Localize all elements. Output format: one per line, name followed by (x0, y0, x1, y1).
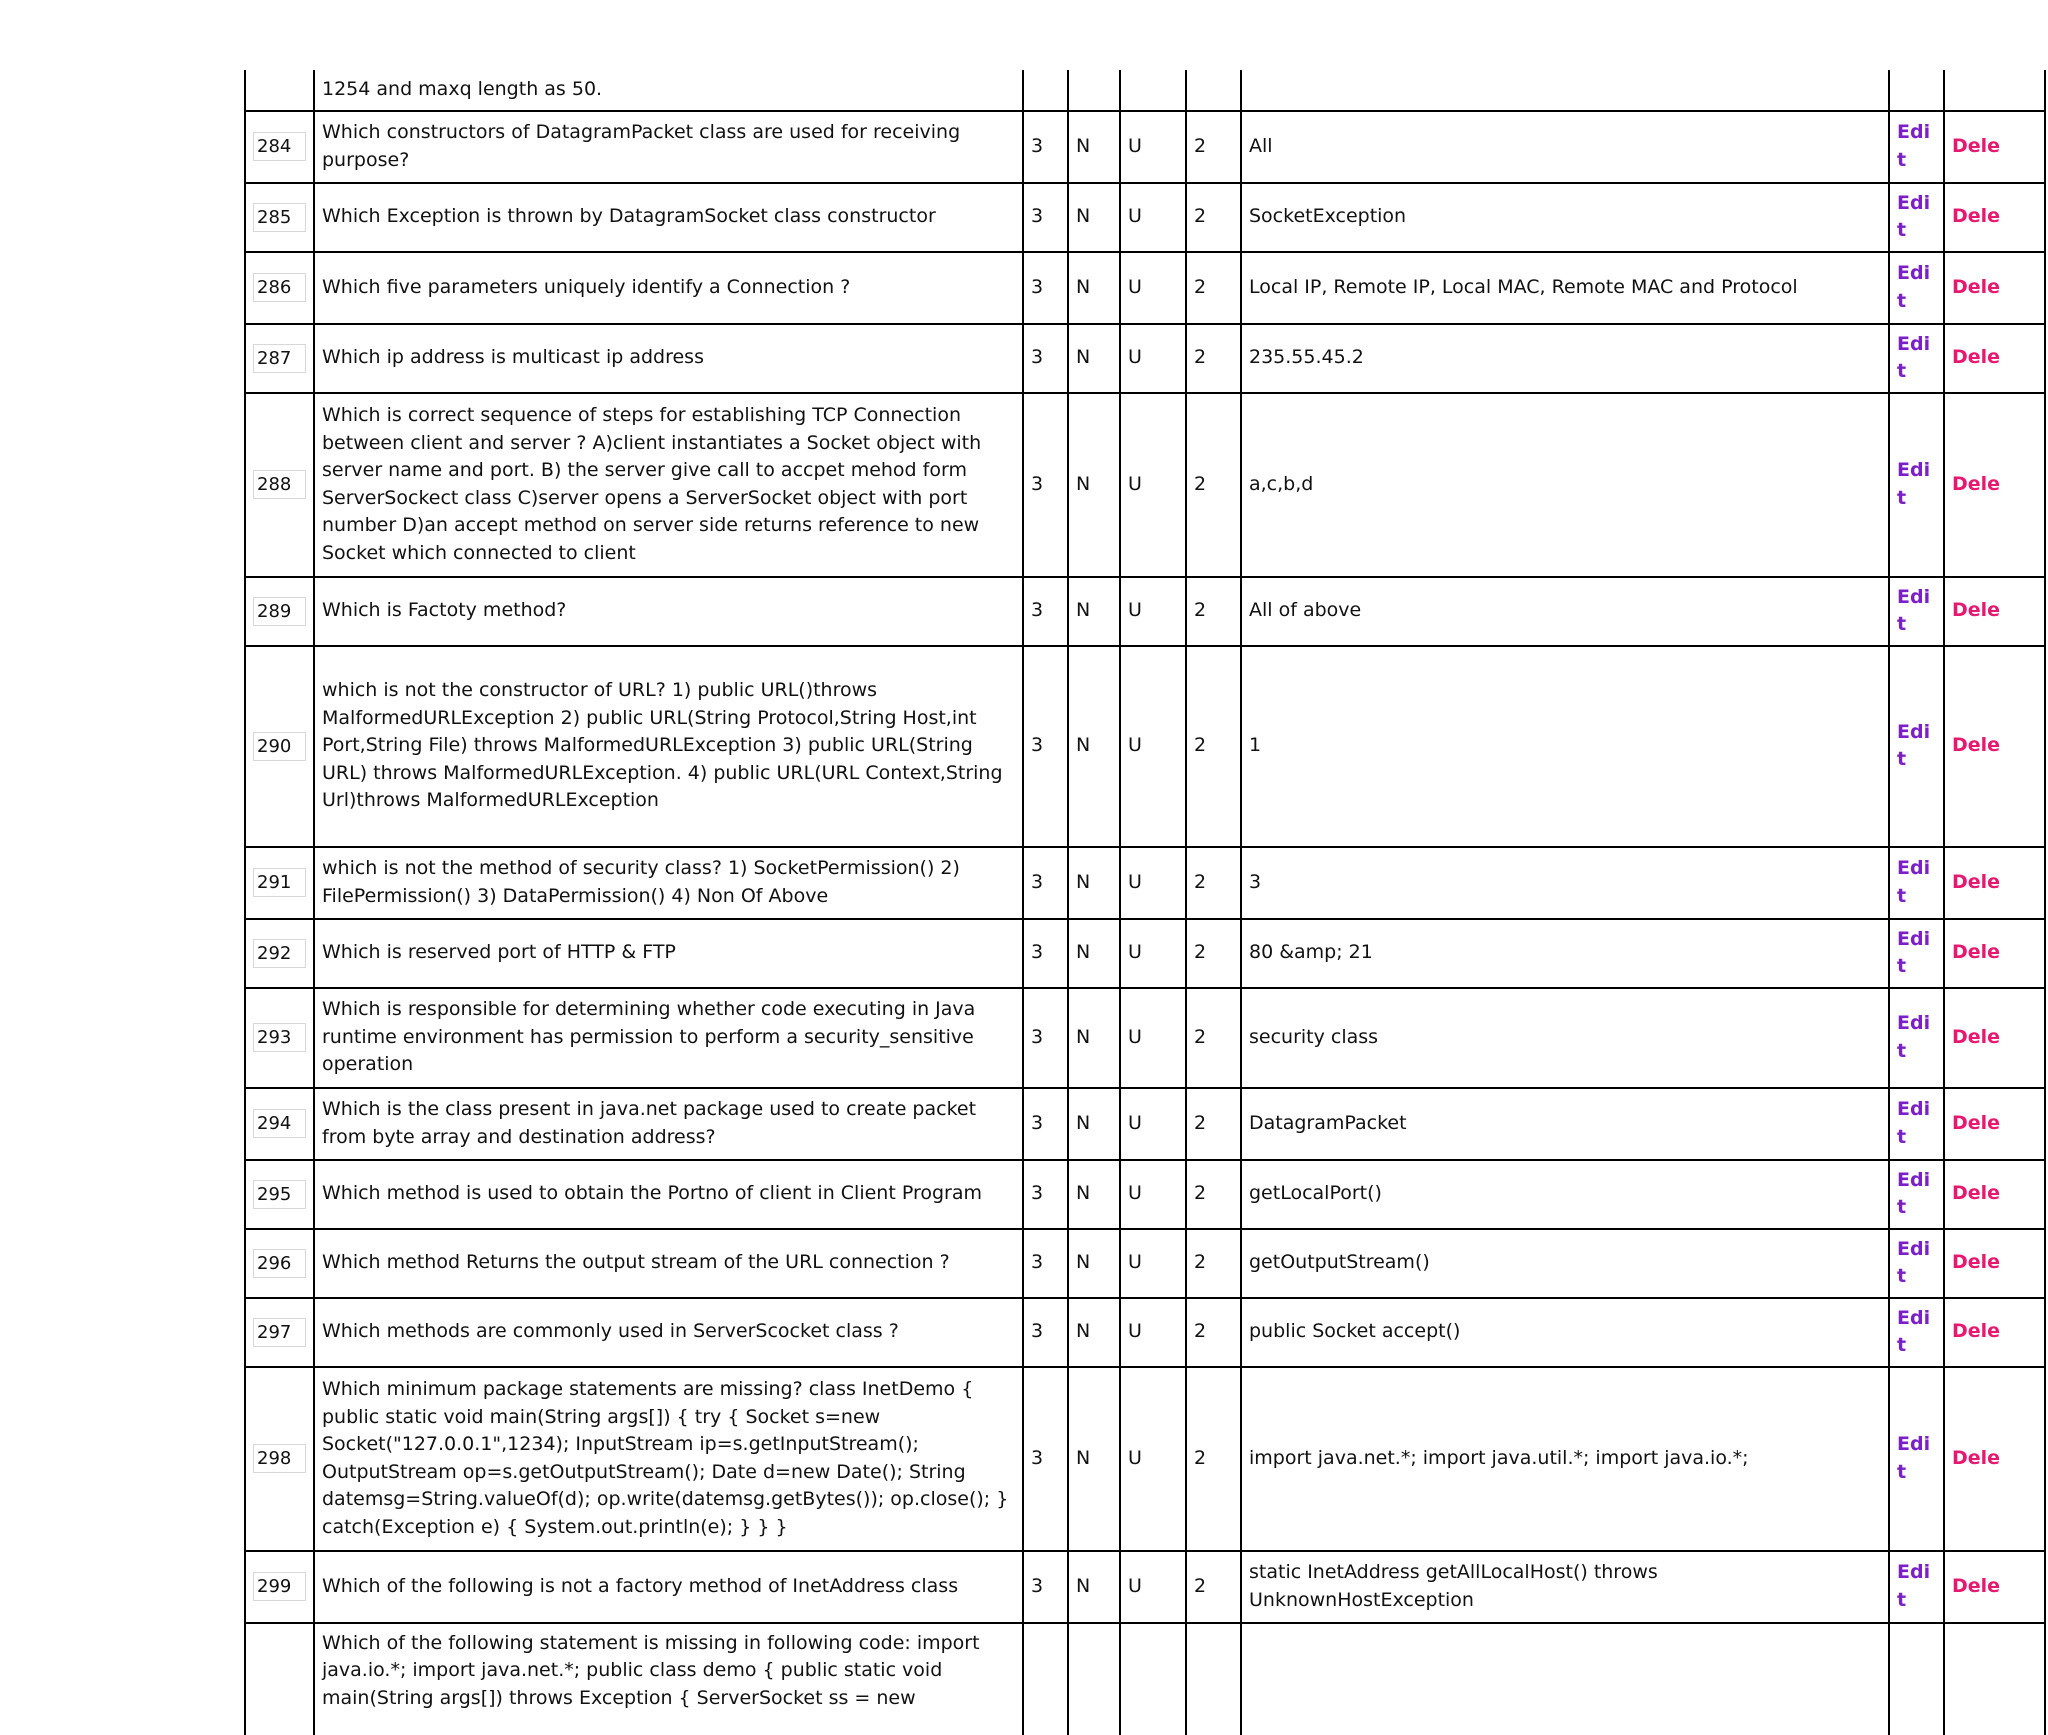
delete-link[interactable]: Dele (1944, 252, 2045, 324)
marks-value: 3 (1023, 1298, 1068, 1367)
table-row (245, 1088, 2045, 1160)
delete-link[interactable]: Dele (1944, 1229, 2045, 1298)
edit-link[interactable]: Edit (1889, 919, 1944, 988)
delete-link[interactable]: Dele (1944, 183, 2045, 252)
answer-text: 235.55.45.2 (1241, 324, 1889, 393)
question-number-box: 289 (253, 597, 306, 626)
question-text: Which is reserved port of HTTP & FTP (314, 919, 1023, 988)
question-number (245, 1088, 314, 1160)
question-number-box: 291 (253, 868, 306, 897)
question-number (245, 1298, 314, 1367)
question-number-box: 292 (253, 939, 306, 968)
edit-link[interactable]: Edit (1889, 1088, 1944, 1160)
level-value (1186, 1623, 1241, 1735)
table-row (245, 252, 2045, 324)
question-number (245, 183, 314, 252)
question-number (245, 1229, 314, 1298)
question-text: which is not the method of security class? 1) SocketPermission() 2) FilePermission() 3) DataPermission() 4) Non Of Above (314, 847, 1023, 919)
unit-value: U (1120, 1088, 1186, 1160)
level-value: 2 (1186, 1229, 1241, 1298)
answer-text: import java.net.*; import java.util.*; import java.io.*; (1241, 1367, 1889, 1551)
level-value: 2 (1186, 324, 1241, 393)
question-text: Which of the following is not a factory method of InetAddress class (314, 1551, 1023, 1623)
question-number-box: 299 (253, 1572, 306, 1601)
question-number (245, 646, 314, 847)
marks-value: 3 (1023, 252, 1068, 324)
unit-value: U (1120, 577, 1186, 646)
unit-value: U (1120, 324, 1186, 393)
level-value: 2 (1186, 183, 1241, 252)
table-row (245, 988, 2045, 1088)
question-text: Which methods are commonly used in ServerScocket class ? (314, 1298, 1023, 1367)
unit-value: U (1120, 1229, 1186, 1298)
question-number (245, 111, 314, 183)
answer-text: All of above (1241, 577, 1889, 646)
edit-link[interactable]: Edit (1889, 111, 1944, 183)
flag-value (1068, 1623, 1120, 1735)
marks-value (1023, 1623, 1068, 1735)
unit-value (1120, 1623, 1186, 1735)
question-number (245, 847, 314, 919)
answer-text (1241, 1623, 1889, 1735)
delete-link[interactable]: Dele (1944, 1551, 2045, 1623)
flag-value: N (1068, 919, 1120, 988)
question-number-box: 287 (253, 344, 306, 373)
flag-value: N (1068, 988, 1120, 1088)
answer-text: a,c,b,d (1241, 393, 1889, 577)
question-number (245, 988, 314, 1088)
table-row (245, 1623, 2045, 1735)
question-table (244, 70, 2046, 1735)
level-value: 2 (1186, 577, 1241, 646)
table-row (245, 1298, 2045, 1367)
unit-value: U (1120, 111, 1186, 183)
marks-value: 3 (1023, 988, 1068, 1088)
question-text: Which is correct sequence of steps for establishing TCP Connection between client and server ? A)client instantiates a Socket object with server name and port. B) the server give call to accpet mehod form ServerSockect class C)server opens a ServerSocket object with port number D)an accept method on server side returns reference to new Socket which connected to client (314, 393, 1023, 577)
question-text: Which is responsible for determining whether code executing in Java runtime environment has permission to perform a security_sensitive operation (314, 988, 1023, 1088)
unit-value: U (1120, 1298, 1186, 1367)
question-number (245, 324, 314, 393)
question-number (245, 70, 314, 111)
answer-text: public Socket accept() (1241, 1298, 1889, 1367)
marks-value: 3 (1023, 1367, 1068, 1551)
delete-link[interactable] (1944, 70, 2045, 111)
answer-text: security class (1241, 988, 1889, 1088)
delete-link[interactable]: Dele (1944, 919, 2045, 988)
level-value: 2 (1186, 1551, 1241, 1623)
flag-value: N (1068, 1298, 1120, 1367)
question-number-box: 290 (253, 732, 306, 761)
marks-value: 3 (1023, 1088, 1068, 1160)
unit-value: U (1120, 1160, 1186, 1229)
marks-value: 3 (1023, 324, 1068, 393)
question-text: which is not the constructor of URL? 1) public URL()throws MalformedURLException 2) public URL(String Protocol,String Host,int Port,String File) throws MalformedURLException 3) public URL(String URL) throws MalformedURLException. 4) public URL(URL Context,String Url)throws MalformedURLException (314, 646, 1023, 847)
edit-link[interactable]: Edit (1889, 847, 1944, 919)
question-text: Which method is used to obtain the Portno of client in Client Program (314, 1160, 1023, 1229)
unit-value: U (1120, 988, 1186, 1088)
delete-link[interactable]: Dele (1944, 1160, 2045, 1229)
delete-link[interactable]: Dele (1944, 1088, 2045, 1160)
flag-value (1068, 70, 1120, 111)
table-row (245, 847, 2045, 919)
unit-value: U (1120, 252, 1186, 324)
level-value: 2 (1186, 1367, 1241, 1551)
flag-value: N (1068, 646, 1120, 847)
level-value: 2 (1186, 1160, 1241, 1229)
question-number-box: 297 (253, 1318, 306, 1347)
marks-value: 3 (1023, 1551, 1068, 1623)
flag-value: N (1068, 393, 1120, 577)
edit-link[interactable]: Edit (1889, 183, 1944, 252)
edit-link[interactable]: Edit (1889, 577, 1944, 646)
level-value: 2 (1186, 1298, 1241, 1367)
question-text: Which method Returns the output stream of the URL connection ? (314, 1229, 1023, 1298)
marks-value: 3 (1023, 1229, 1068, 1298)
level-value: 2 (1186, 393, 1241, 577)
flag-value: N (1068, 1367, 1120, 1551)
table-row (245, 1367, 2045, 1551)
question-number (245, 252, 314, 324)
table-row (245, 70, 2045, 111)
delete-link[interactable]: Dele (1944, 111, 2045, 183)
question-number (245, 919, 314, 988)
question-text: Which ip address is multicast ip address (314, 324, 1023, 393)
marks-value: 3 (1023, 111, 1068, 183)
edit-link[interactable]: Edit (1889, 1160, 1944, 1229)
delete-link[interactable]: Dele (1944, 324, 2045, 393)
level-value: 2 (1186, 111, 1241, 183)
level-value: 2 (1186, 847, 1241, 919)
question-number (245, 577, 314, 646)
delete-link[interactable]: Dele (1944, 988, 2045, 1088)
question-number-box: 294 (253, 1109, 306, 1138)
table-row (245, 1551, 2045, 1623)
table-row (245, 111, 2045, 183)
flag-value: N (1068, 324, 1120, 393)
question-text: Which five parameters uniquely identify a Connection ? (314, 252, 1023, 324)
unit-value: U (1120, 393, 1186, 577)
edit-link[interactable]: Edit (1889, 1551, 1944, 1623)
unit-value: U (1120, 919, 1186, 988)
marks-value: 3 (1023, 577, 1068, 646)
marks-value: 3 (1023, 1160, 1068, 1229)
edit-link[interactable] (1889, 1623, 1944, 1735)
question-text: Which is the class present in java.net package used to create packet from byte array and destination address? (314, 1088, 1023, 1160)
level-value: 2 (1186, 988, 1241, 1088)
question-text: Which Exception is thrown by DatagramSocket class constructor (314, 183, 1023, 252)
question-number-box: 298 (253, 1444, 306, 1473)
flag-value: N (1068, 1229, 1120, 1298)
flag-value: N (1068, 183, 1120, 252)
delete-link[interactable]: Dele (1944, 847, 2045, 919)
question-number (245, 1551, 314, 1623)
answer-text: 3 (1241, 847, 1889, 919)
answer-text: 80 &amp; 21 (1241, 919, 1889, 988)
answer-text: static InetAddress getAllLocalHost() throws UnknownHostException (1241, 1551, 1889, 1623)
table-row (245, 183, 2045, 252)
table-row (245, 577, 2045, 646)
table-row (245, 646, 2045, 847)
marks-value: 3 (1023, 847, 1068, 919)
question-number-box: 293 (253, 1023, 306, 1052)
unit-value: U (1120, 183, 1186, 252)
question-number (245, 1367, 314, 1551)
delete-link[interactable]: Dele (1944, 646, 2045, 847)
edit-link[interactable]: Edit (1889, 1367, 1944, 1551)
marks-value: 3 (1023, 393, 1068, 577)
question-number-box: 295 (253, 1180, 306, 1209)
table-row (245, 1160, 2045, 1229)
marks-value: 3 (1023, 183, 1068, 252)
question-text: Which constructors of DatagramPacket class are used for receiving purpose? (314, 111, 1023, 183)
table-row (245, 919, 2045, 988)
table-row (245, 393, 2045, 577)
delete-link[interactable]: Dele (1944, 577, 2045, 646)
question-number-box: 285 (253, 203, 306, 232)
unit-value (1120, 70, 1186, 111)
edit-link[interactable]: Edit (1889, 1298, 1944, 1367)
flag-value: N (1068, 1160, 1120, 1229)
level-value (1186, 70, 1241, 111)
unit-value: U (1120, 847, 1186, 919)
flag-value: N (1068, 111, 1120, 183)
answer-text: getOutputStream() (1241, 1229, 1889, 1298)
level-value: 2 (1186, 646, 1241, 847)
answer-text: getLocalPort() (1241, 1160, 1889, 1229)
question-text: 1254 and maxq length as 50. (314, 70, 1023, 111)
table-row (245, 1229, 2045, 1298)
question-text: Which is Factoty method? (314, 577, 1023, 646)
answer-text: DatagramPacket (1241, 1088, 1889, 1160)
delete-link[interactable]: Dele (1944, 1367, 2045, 1551)
question-number (245, 393, 314, 577)
answer-text (1241, 70, 1889, 111)
edit-link[interactable]: Edit (1889, 988, 1944, 1088)
level-value: 2 (1186, 252, 1241, 324)
answer-text: All (1241, 111, 1889, 183)
question-number-box: 286 (253, 273, 306, 302)
flag-value: N (1068, 1551, 1120, 1623)
level-value: 2 (1186, 1088, 1241, 1160)
edit-link[interactable]: Edit (1889, 393, 1944, 577)
unit-value: U (1120, 1551, 1186, 1623)
marks-value: 3 (1023, 919, 1068, 988)
marks-value (1023, 70, 1068, 111)
flag-value: N (1068, 252, 1120, 324)
table-row (245, 324, 2045, 393)
edit-link[interactable]: Edit (1889, 324, 1944, 393)
flag-value: N (1068, 1088, 1120, 1160)
edit-link[interactable]: Edit (1889, 646, 1944, 847)
flag-value: N (1068, 847, 1120, 919)
edit-link[interactable] (1889, 70, 1944, 111)
question-text: Which of the following statement is missing in following code: import java.io.*; import java.net.*; public class demo { public static void main(String args[]) throws Exception { ServerSocket ss = new (314, 1623, 1023, 1735)
edit-link[interactable]: Edit (1889, 252, 1944, 324)
unit-value: U (1120, 646, 1186, 847)
question-text: Which minimum package statements are missing? class InetDemo { public static void main(String args[]) { try { Socket s=new Socket("127.0.0.1",1234); InputStream ip=s.getInputStream(); OutputStream op=s.getOutputStream(); Date d=new Date(); String datemsg=String.valueOf(d); op.write(datemsg.getBytes()); op.close(); } catch(Exception e) { System.out.println(e); } } } (314, 1367, 1023, 1551)
answer-text: 1 (1241, 646, 1889, 847)
question-number (245, 1623, 314, 1735)
answer-text: Local IP, Remote IP, Local MAC, Remote MAC and Protocol (1241, 252, 1889, 324)
question-number-box: 296 (253, 1249, 306, 1278)
question-number-box: 288 (253, 470, 306, 499)
flag-value: N (1068, 577, 1120, 646)
delete-link[interactable]: Dele (1944, 1298, 2045, 1367)
level-value: 2 (1186, 919, 1241, 988)
delete-link[interactable]: Dele (1944, 393, 2045, 577)
unit-value: U (1120, 1367, 1186, 1551)
question-number (245, 1160, 314, 1229)
delete-link[interactable] (1944, 1623, 2045, 1735)
edit-link[interactable]: Edit (1889, 1229, 1944, 1298)
question-number-box: 284 (253, 132, 306, 161)
marks-value: 3 (1023, 646, 1068, 847)
question-table-page (244, 70, 2001, 1709)
answer-text: SocketException (1241, 183, 1889, 252)
